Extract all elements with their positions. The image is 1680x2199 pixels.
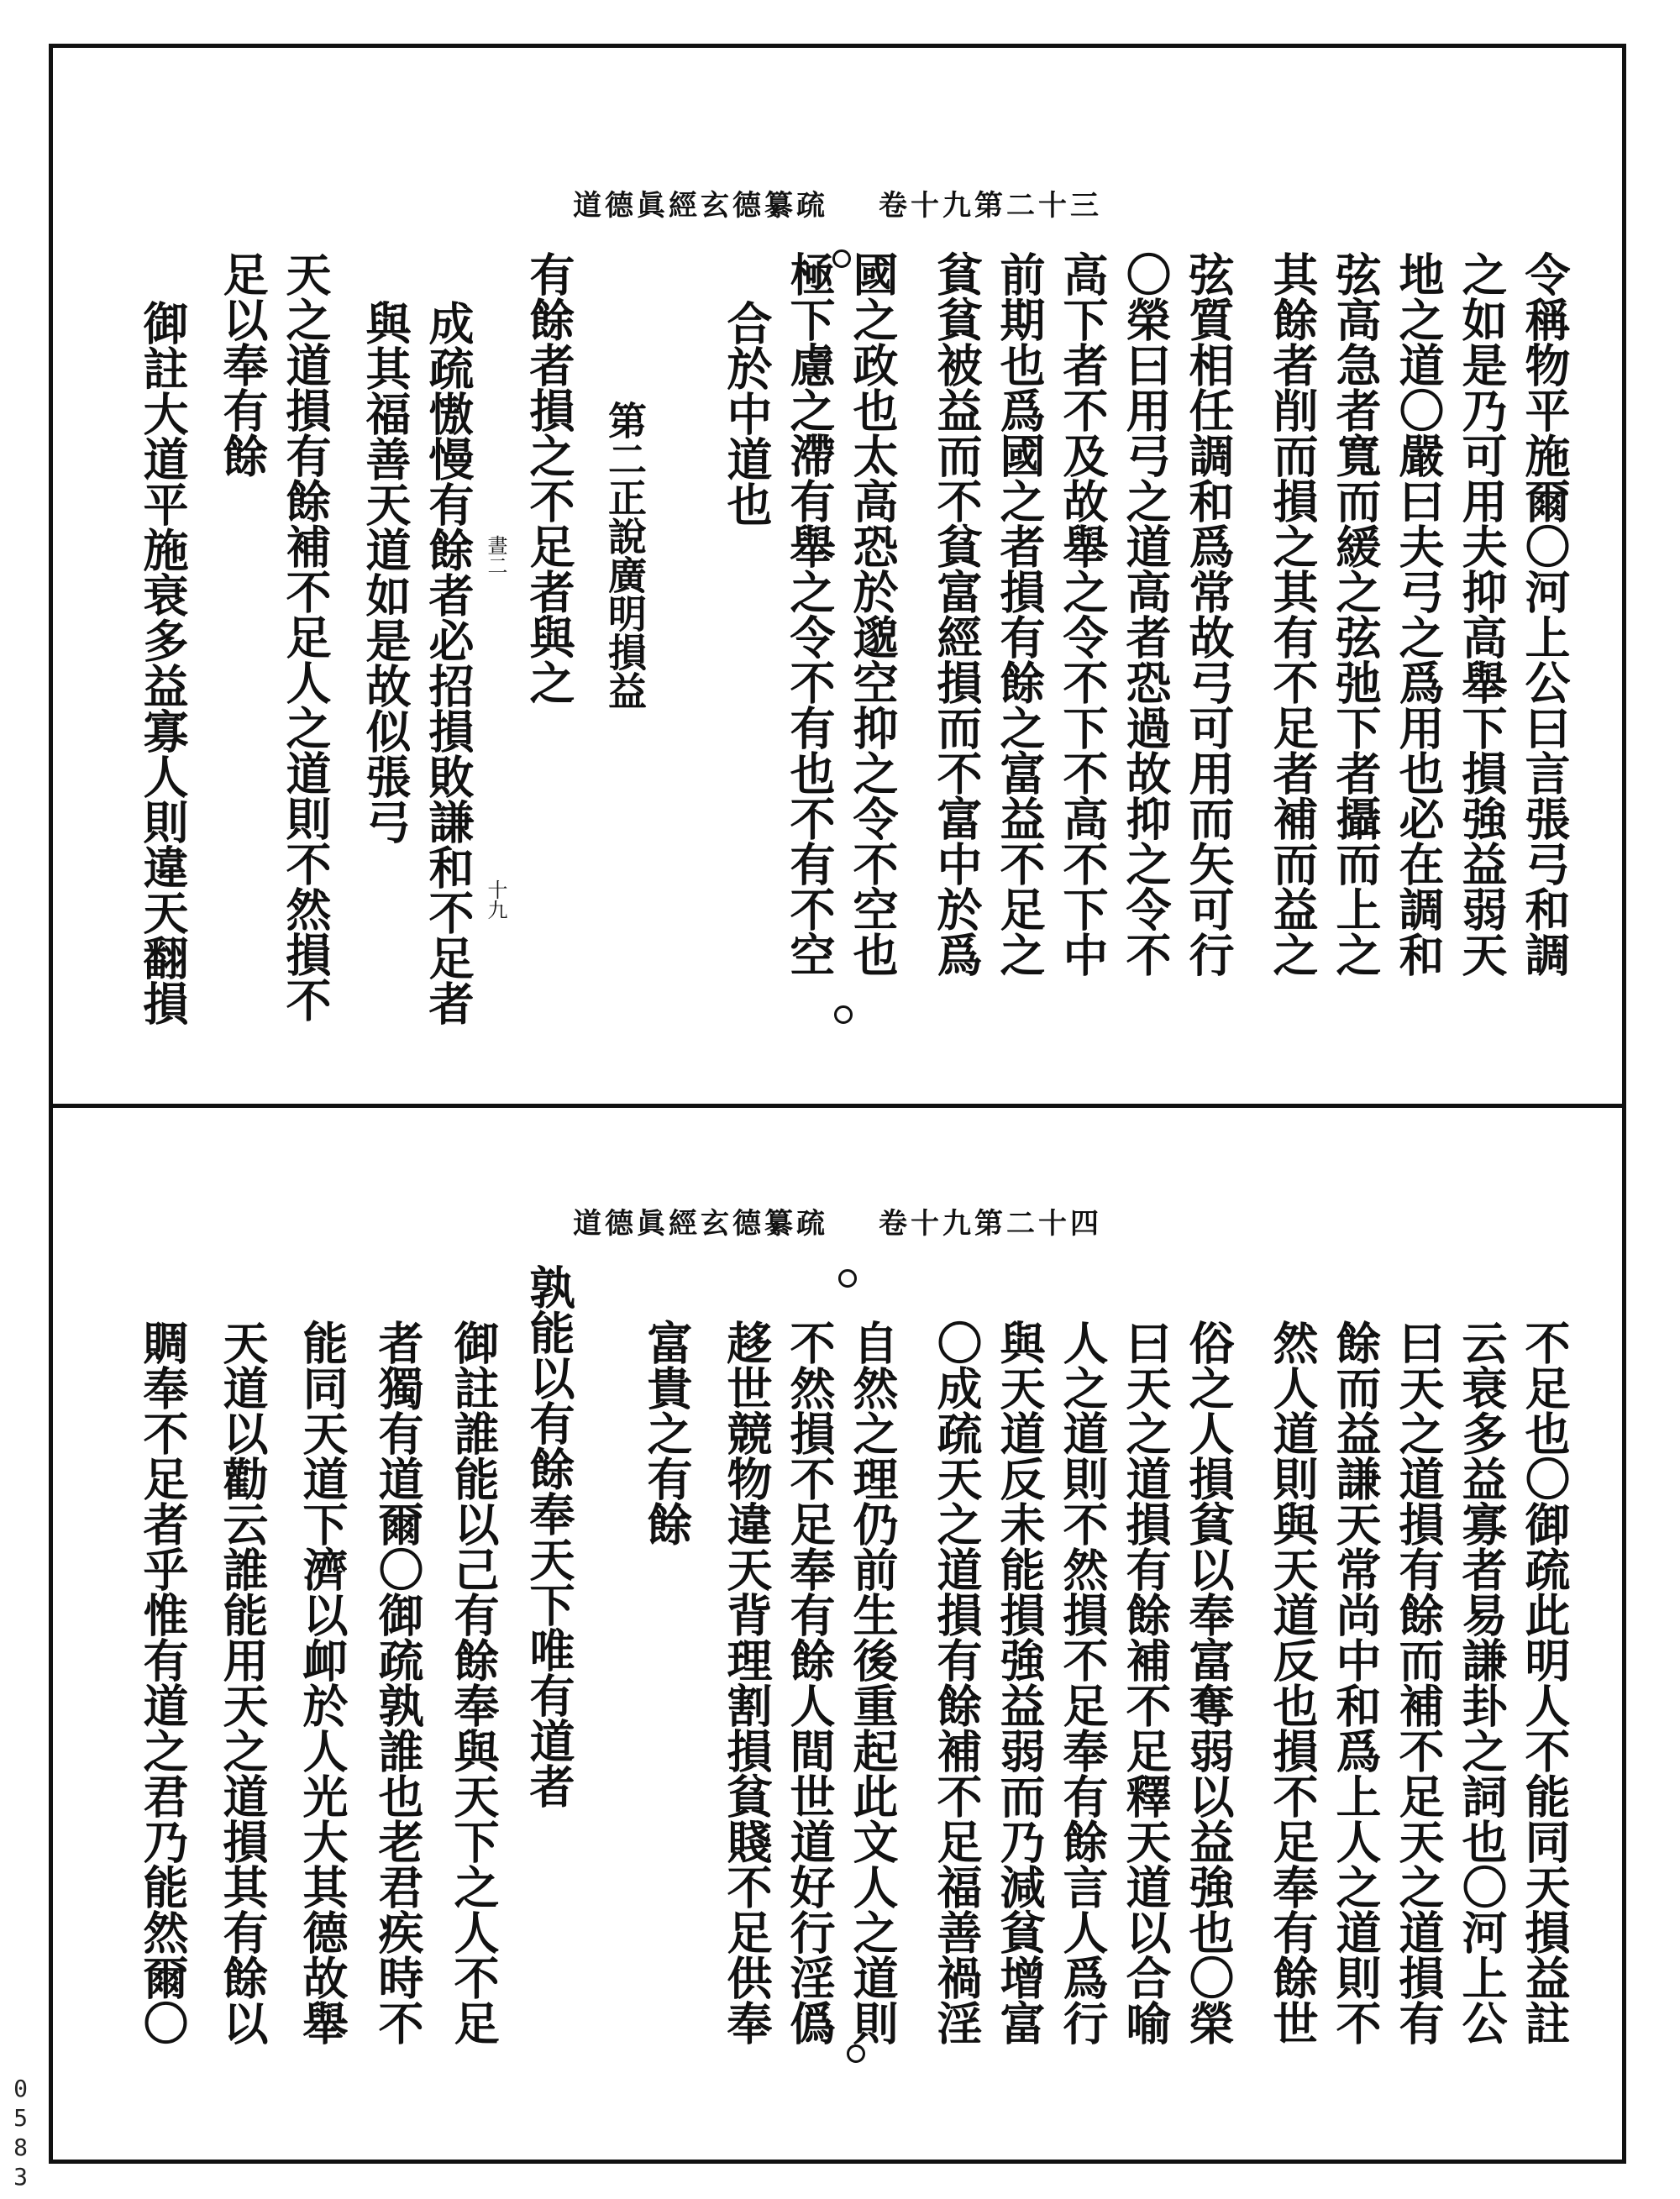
top-header-volume: 卷十九第二十三 [879, 189, 1102, 223]
text-column: 〇成疏天之道損有餘補不足福善禍淫 [930, 1320, 984, 2045]
bottom-header-book: 道德眞經玄德纂疏 [573, 1207, 828, 1241]
scripture-line: 孰能以有餘奉天下唯有道者 [522, 1264, 576, 1808]
text-column: 高下者不及故舉之令不下不高不下中 [1056, 251, 1110, 977]
text-column: 不然損不足奉有餘人間世道好行淫僞 [783, 1320, 837, 2045]
text-column: 與天道反未能損強益弱而乃減貧增富 [993, 1320, 1047, 2045]
text-column: 極下慮之滯有舉之令不有也不有不空 [783, 251, 837, 977]
scripture-line: 足以奉有餘 [216, 251, 270, 478]
text-column: 御註大道平施衰多益寡人則違天翻損 [136, 300, 190, 1026]
bottom-header [53, 1200, 1622, 1241]
text-column: 不足也〇御疏此明人不能同天損益註 [1518, 1320, 1572, 2045]
text-column: 然人道則與天道反也損不足奉有餘世 [1266, 1320, 1320, 2045]
top-sheet [53, 48, 1622, 1104]
scripture-line: 天之道損有餘補不足人之道則不然損不 [279, 251, 333, 1022]
text-column: 合於中道也 [720, 300, 774, 527]
circle-mark [838, 1269, 857, 1288]
circle-mark [834, 1005, 853, 1024]
bottom-sheet [53, 1108, 1622, 2160]
scripture-line: 有餘者損之不足者與之 [522, 251, 576, 705]
text-column: 云衰多益寡者易謙卦之詞也〇河上公 [1455, 1320, 1509, 2045]
page-number: 0583 [7, 2075, 34, 2192]
text-column: 國之政也太高恐於邈空抑之令不空也 [846, 251, 900, 977]
text-column: 者獨有道爾〇御疏孰誰也老君疾時不 [371, 1320, 425, 2045]
text-column: 富貴之有餘 [640, 1320, 694, 1546]
text-column: 御註誰能以己有餘奉與天下之人不足 [447, 1320, 501, 2045]
text-column: 人之道則不然損不足奉有餘言人爲行 [1056, 1320, 1110, 2045]
text-column: 弦高急者寬而緩之弦弛下者攝而上之 [1329, 251, 1383, 977]
text-column: 前期也爲國之者損有餘之富益不足之 [993, 251, 1047, 977]
margin-note: 十九 [484, 879, 507, 920]
text-column: 曰天之道損有餘補不足釋天道以合喻 [1119, 1320, 1173, 2045]
text-column: 令稱物平施爾〇河上公曰言張弓和調 [1518, 251, 1572, 977]
margin-note: 晝二 [484, 535, 507, 575]
top-header [53, 182, 1622, 223]
bottom-header-volume: 卷十九第二十四 [879, 1207, 1102, 1241]
text-column: 與其福善天道如是故似張弓 [359, 300, 412, 844]
text-column: 趍世競物違天背理割損貧賤不足供奉 [720, 1320, 774, 2045]
text-column: 天道以勸云誰能用天之道損其有餘以 [216, 1320, 270, 2045]
section-title: 第二正說廣明損益 [602, 401, 648, 710]
circle-mark [847, 2044, 865, 2063]
text-column: 地之道〇嚴曰夫弓之爲用也必在調和 [1392, 251, 1446, 977]
text-column: 能同天道下濟以卹於人光大其德故舉 [296, 1320, 349, 2045]
text-column: 其餘者削而損之其有不足者補而益之 [1266, 251, 1320, 977]
text-column: 自然之理仍前生後重起此文人之道則 [846, 1320, 900, 2045]
text-column: 賙奉不足者乎惟有道之君乃能然爾〇 [136, 1320, 190, 2045]
text-column: 成疏慠慢有餘者必招損敗謙和不足者 [422, 300, 475, 1026]
top-header-book: 道德眞經玄德纂疏 [573, 189, 828, 223]
text-column: 曰天之道損有餘而補不足天之道損有 [1392, 1320, 1446, 2045]
text-column: 弦質相任調和爲常故弓可用而矢可行 [1182, 251, 1236, 977]
text-column: 俗之人損貧以奉富奪弱以益強也〇榮 [1182, 1320, 1236, 2045]
text-column: 貧貧被益而不貧富經損而不富中於爲 [930, 251, 984, 977]
text-column: 之如是乃可用夫抑高舉下損強益弱天 [1455, 251, 1509, 977]
text-column: 〇榮曰用弓之道高者恐過故抑之令不 [1119, 251, 1173, 977]
text-column: 餘而益謙天常尚中和爲上人之道則不 [1329, 1320, 1383, 2045]
